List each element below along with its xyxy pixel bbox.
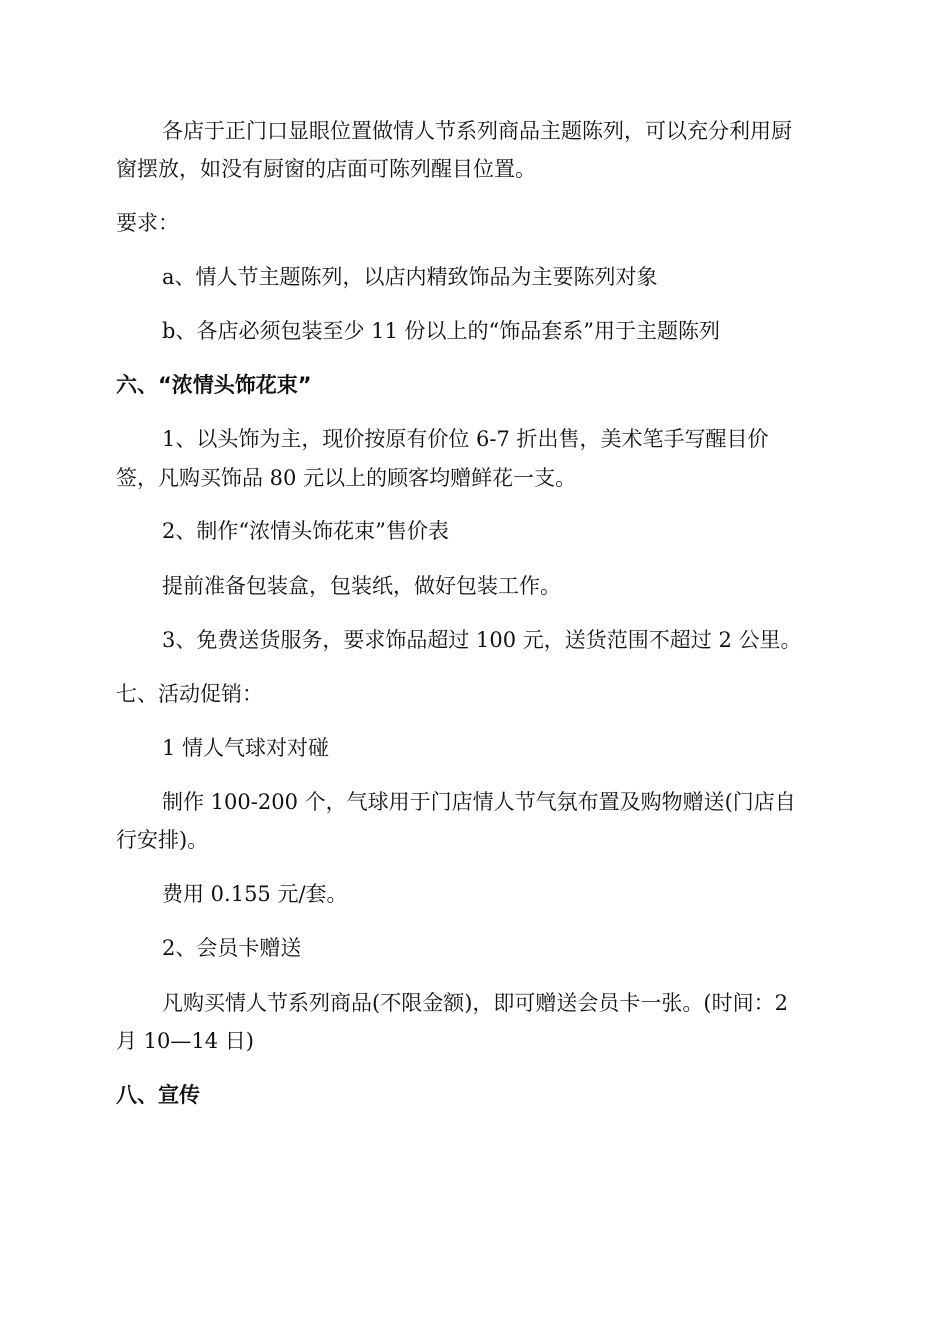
requirements-label: 要求： (116, 211, 179, 235)
section-6-heading: 六、“浓情头饰花束” (116, 373, 312, 397)
paragraph-display-line-1: 各店于正门口显眼位置做情人节系列商品主题陈列，可以充分利用厨 (162, 119, 792, 143)
requirement-a: a、情人节主题陈列，以店内精致饰品为主要陈列对象 (162, 265, 658, 289)
section-6-item-2: 2、制作“浓情头饰花束”售价表 (162, 519, 449, 543)
paragraph-display-line-2: 窗摆放，如没有厨窗的店面可陈列醒目位置。 (116, 157, 536, 181)
section-7-item-1-detail-line-1: 制作 100-200 个，气球用于门店情人节气氛布置及购物赠送(门店自 (162, 790, 796, 814)
section-6-item-3: 3、免费送货服务，要求饰品超过 100 元，送货范围不超过 2 公里。 (162, 628, 802, 652)
section-6-item-1-line-2: 签，凡购买饰品 80 元以上的顾客均赠鲜花一支。 (116, 466, 577, 490)
section-7-item-2-detail-line-1: 凡购买情人节系列商品(不限金额)，即可赠送会员卡一张。(时间：2 (162, 991, 788, 1015)
requirement-b: b、各店必须包装至少 11 份以上的“饰品套系”用于主题陈列 (162, 319, 720, 343)
section-6-item-1-line-1: 1、以头饰为主，现价按原有价位 6-7 折出售，美术笔手写醒目价 (162, 427, 769, 451)
section-7-heading: 七、活动促销： (116, 682, 263, 706)
section-7-item-1-detail-line-2: 行安排)。 (116, 828, 209, 852)
section-7-item-2: 2、会员卡赠送 (162, 936, 302, 960)
section-6-item-2-detail: 提前准备包装盒，包装纸，做好包装工作。 (162, 574, 561, 598)
section-8-heading: 八、宣传 (116, 1083, 200, 1107)
section-7-item-1: 1 情人气球对对碰 (162, 736, 330, 760)
section-7-item-1-cost: 费用 0.155 元/套。 (162, 882, 348, 906)
section-7-item-2-detail-line-2: 月 10—14 日) (116, 1029, 254, 1053)
